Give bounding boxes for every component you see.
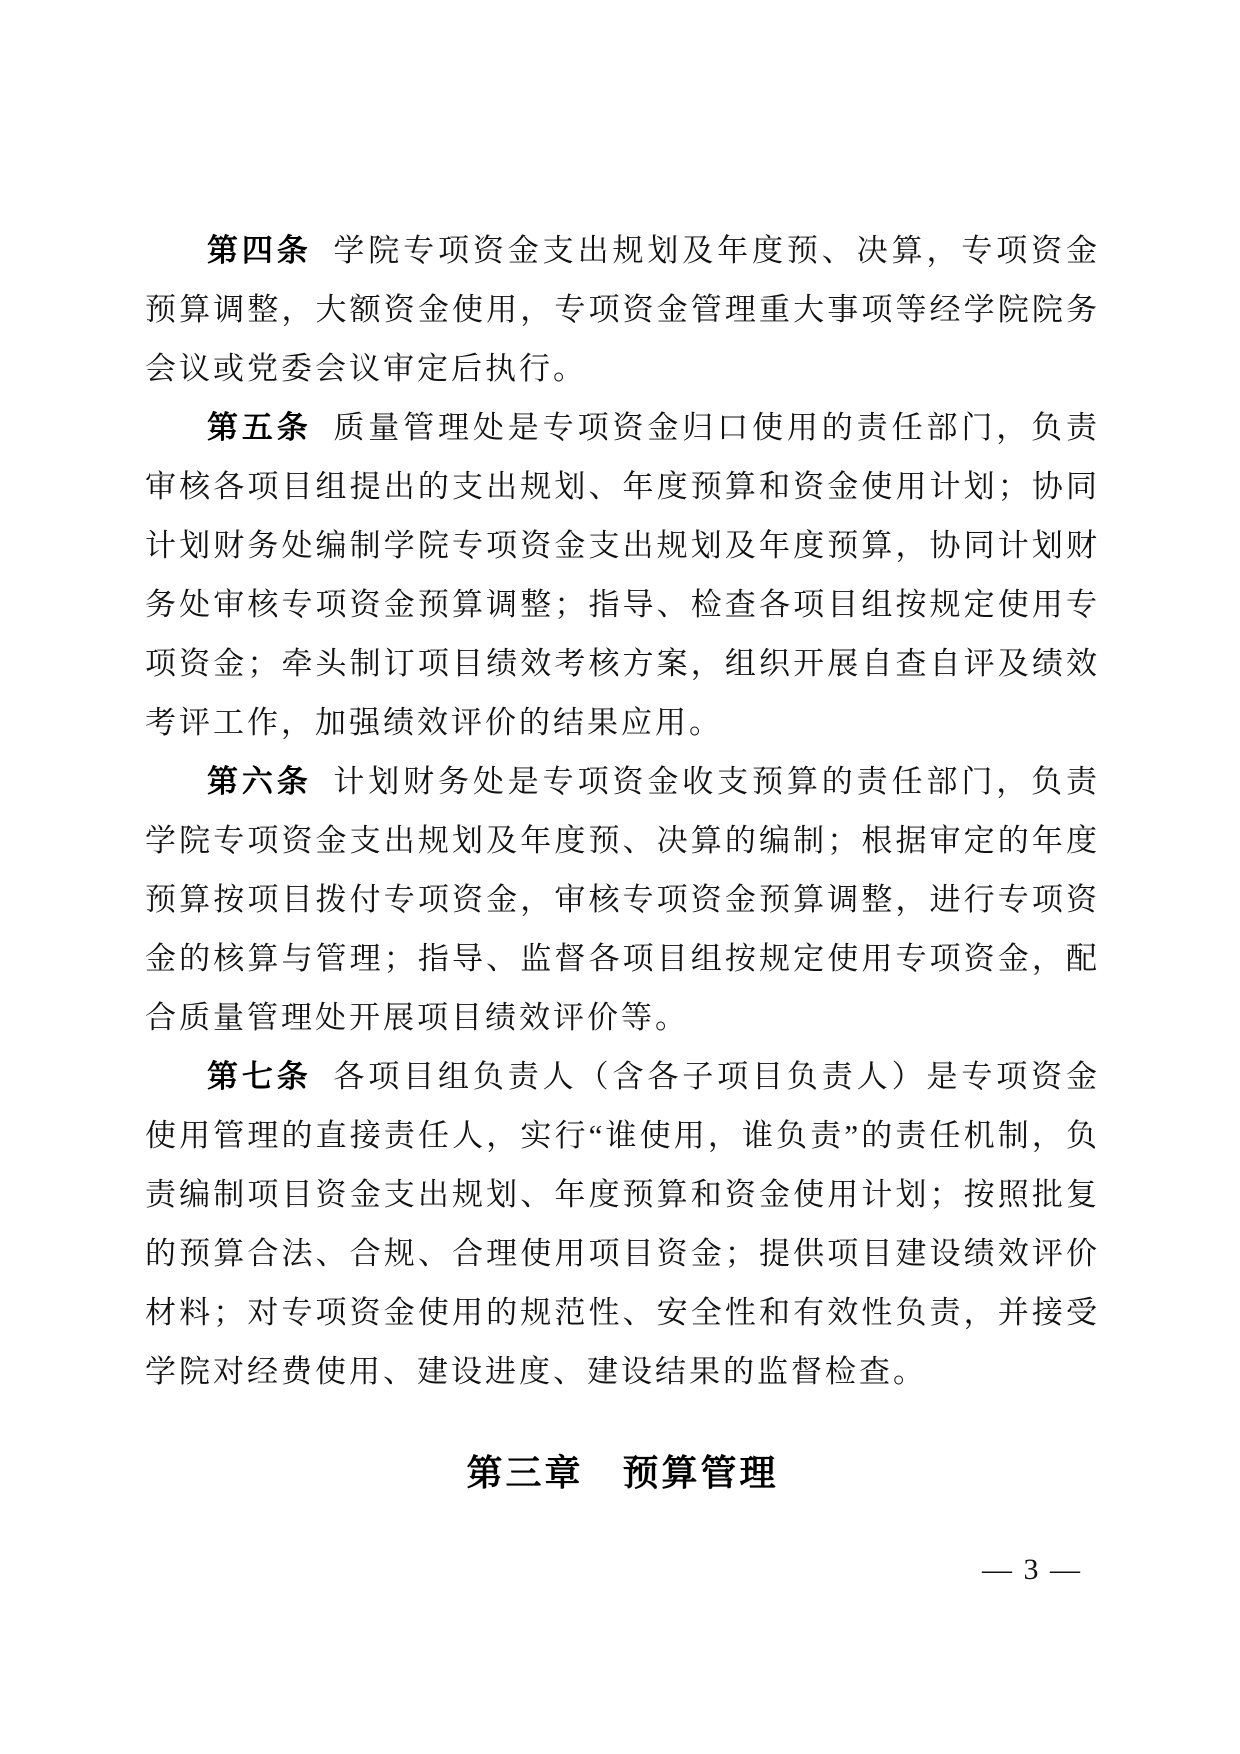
article-4-number: 第四条 — [207, 233, 312, 268]
article-4-text: 学院专项资金支出规划及年度预、决算，专项资金预算调整，大额资金使用，专项资金管理重大事项等经学院院务会议或党委会议审定后执行。 — [145, 233, 1101, 386]
article-7-text: 各项目组负责人（含各子项目负责人）是专项资金使用管理的直接责任人，实行“谁使用，谁负责”的责任机制，负责编制项目资金支出规划、年度预算和资金使用计划；按照批复的预算合法、合规、合理使用项目资金；提供项目建设绩效评价材料；对专项资金使用的规范性、安全性和有效性负责，并接受学院对经费使用、建设进度、建设结果的监督检查。 — [145, 1059, 1101, 1389]
article-6-text: 计划财务处是专项资金收支预算的责任部门，负责学院专项资金支出规划及年度预、决算的编制；根据审定的年度预算按项目拨付专项资金，审核专项资金预算调整，进行专项资金的核算与管理；指导、监督各项目组按规定使用专项资金，配合质量管理处开展项目绩效评价等。 — [145, 764, 1101, 1035]
article-7-number: 第七条 — [207, 1059, 312, 1094]
article-paragraph-5 — [145, 398, 1100, 752]
article-paragraph-6 — [145, 752, 1100, 1047]
article-6-number: 第六条 — [207, 764, 312, 799]
article-paragraph-7 — [145, 1047, 1100, 1401]
chapter-heading: 第三章 预算管理 — [466, 1452, 779, 1493]
article-paragraph-4 — [145, 221, 1100, 398]
page-number: — 3 — — [982, 1553, 1082, 1586]
article-5-text: 质量管理处是专项资金归口使用的责任部门，负责审核各项目组提出的支出规划、年度预算和资金使用计划；协同计划财务处编制学院专项资金支出规划及年度预算，协同计划财务处审核专项资金预算调整；指导、检查各项目组按规定使用专项资金；牵头制订项目绩效考核方案，组织开展自查自评及绩效考评工作，加强绩效评价的结果应用。 — [145, 410, 1101, 740]
article-5-number: 第五条 — [207, 410, 312, 445]
document-body — [145, 221, 1100, 1502]
